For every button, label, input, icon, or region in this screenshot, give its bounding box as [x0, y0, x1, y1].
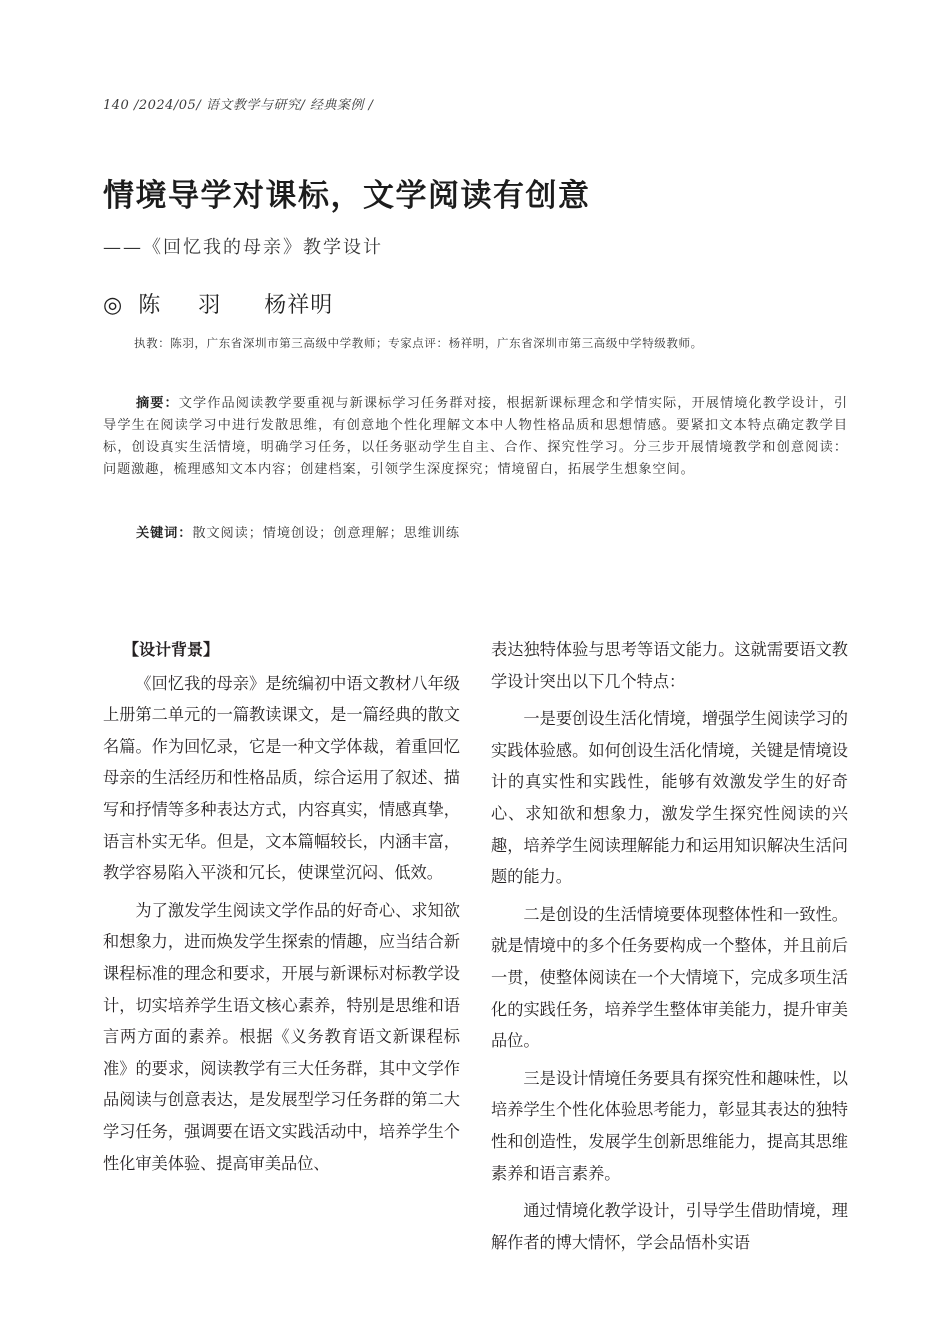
body-paragraph: 为了激发学生阅读文学作品的好奇心、求知欲和想象力，进而焕发学生探索的情趣，应当结合新课程标准的理念和要求，开展与新课标对标教学设计，切实培养学生语文核心素养，特别是思维和语言两方面的素养。根据《义务教育语文新课程标准》的要求，阅读教学有三大任务群，其中文学作品阅读与创意表达，是发展型学习任务群的第二大学习任务，强调要在语文实践活动中，培养学生个性化审美体验、提高审美品位、 [103, 900, 460, 1173]
body-column-right [491, 634, 848, 1264]
running-head: 140 /2024/05/ 语文教学与研究/ 经典案例 / [103, 98, 374, 113]
body-column-left [103, 634, 460, 1185]
keywords-label: 关键词： [136, 526, 193, 541]
article-title: 情境导学对课标，文学阅读有创意 [103, 178, 591, 214]
body-paragraph-continued: 表达独特体验与思考等语文能力。这就需要语文教学设计突出以下几个特点： [491, 640, 848, 691]
abstract-label: 摘要： [136, 396, 179, 411]
abstract-text: 文学作品阅读教学要重视与新课标学习任务群对接，根据新课标理念和学情实际，开展情境化教学设计，引导学生在阅读学习中进行发散思维，有创意地个性化理解文本中人物性格品质和思想情感。要紧扣文本特点确定教学目标，创设真实生活情境，明确学习任务，以任务驱动学生自主、合作、探究性学习。分三步开展情境教学和创意阅读：问题激趣，梳理感知文本内容；创建档案，引领学生深度探究；情境留白，拓展学生想象空间。 [103, 396, 849, 477]
keywords-text: 散文阅读；情境创设；创意理解；思维训练 [192, 526, 461, 541]
author-2: 杨祥明 [264, 293, 334, 318]
author-1: ◎陈 羽 [103, 293, 237, 318]
author-affiliation: 执教：陈羽，广东省深圳市第三高级中学教师；专家点评：杨祥明，广东省深圳市第三高级中学特级教师。 [134, 336, 703, 350]
body-paragraph: 一是要创设生活化情境，增强学生阅读学习的实践体验感。如何创设生活化情境，关键是情境设计的真实性和实践性，能够有效激发学生的好奇心、求知欲和想象力，激发学生探究性阅读的兴趣，培养学生阅读理解能力和运用知识解决生活问题的能力。 [491, 709, 848, 887]
abstract [103, 393, 848, 481]
author-line [103, 288, 333, 319]
body-paragraph: 二是创设的生活情境要体现整体性和一致性。就是情境中的多个任务要构成一个整体，并且前后一贯，使整体阅读在一个大情境下，完成多项生活化的实践任务，培养学生整体审美能力，提升审美品位。 [491, 904, 848, 1051]
section-heading: 【设计背景】 [123, 640, 220, 659]
body-paragraph: 《回忆我的母亲》是统编初中语文教材八年级上册第二单元的一篇教读课文，是一篇经典的散文名篇。作为回忆录，它是一种文学体裁，着重回忆母亲的生活经历和性格品质，综合运用了叙述、描写和抒情等多种表达方式，内容真实，情感真挚，语言朴实无华。但是，文本篇幅较长，内涵丰富，教学容易陷入平淡和冗长，使课堂沉闷、低效。 [103, 673, 460, 883]
body-paragraph: 通过情境化教学设计，引导学生借助情境，理解作者的博大情怀，学会品悟朴实语 [491, 1201, 848, 1252]
keywords [136, 522, 848, 541]
body-paragraph: 三是设计情境任务要具有探究性和趣味性，以培养学生个性化体验思考能力，彰显其表达的独特性和创造性，发展学生创新思维能力，提高其思维素养和语言素养。 [491, 1068, 848, 1183]
article-subtitle: ——《回忆我的母亲》教学设计 [103, 237, 383, 258]
